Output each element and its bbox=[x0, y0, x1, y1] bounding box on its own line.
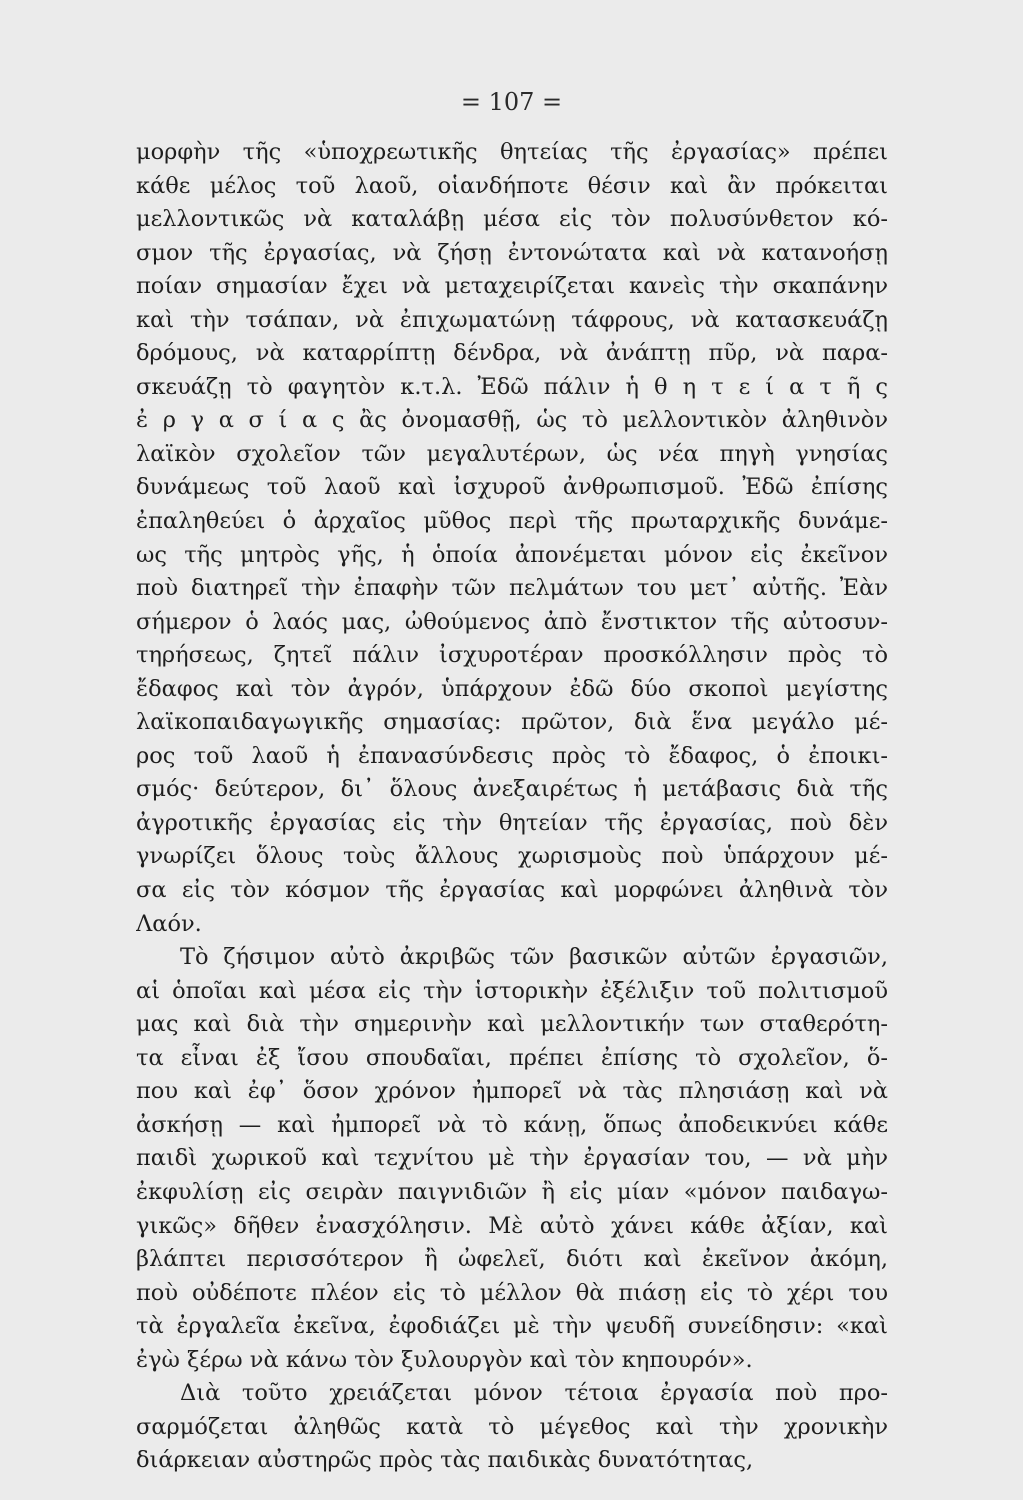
text-line: Διὰ τοῦτο χρειάζεται μόνον τέτοια ἐργασία ποὺ προ- bbox=[180, 1380, 888, 1407]
text-line: ἀγροτικῆς ἐργασίας εἰς τὴν θητείαν τῆς ἐργασίας, ποὺ δὲν bbox=[136, 809, 888, 836]
text-line: σμός· δεύτερον, δι᾽ ὅλους ἀνεξαιρέτως ἡ μετάβασις διὰ τῆς bbox=[136, 776, 888, 803]
text-line: αἱ ὁποῖαι καὶ μέσα εἰς τὴν ἱστορικὴν ἐξέλιξιν τοῦ πολιτισμοῦ bbox=[136, 977, 888, 1004]
text-line: ἐκφυλίσῃ εἰς σειρὰν παιγνιδιῶν ἢ εἰς μίαν «μόνον παιδαγω- bbox=[136, 1178, 888, 1205]
text-line: σα εἰς τὸν κόσμον τῆς ἐργασίας καὶ μορφώνει ἀληθινὰ τὸν bbox=[136, 877, 888, 904]
text-line: που καὶ ἐφ᾽ ὅσον χρόνον ἠμπορεῖ νὰ τὰς πλησιάσῃ καὶ νὰ bbox=[136, 1078, 888, 1105]
text-line: γικῶς» δῆθεν ἐνασχόλησιν. Μὲ αὐτὸ χάνει κάθε ἀξίαν, καὶ bbox=[136, 1212, 888, 1239]
text-line: δυνάμεως τοῦ λαοῦ καὶ ἰσχυροῦ ἀνθρωπισμοῦ. Ἐδῶ ἐπίσης bbox=[136, 474, 888, 501]
text-line: τα εἶναι ἐξ ἴσου σπουδαῖαι, πρέπει ἐπίσης τὸ σχολεῖον, ὅ- bbox=[136, 1044, 888, 1071]
text-line: τηρήσεως, ζητεῖ πάλιν ἰσχυροτέραν προσκόλλησιν πρὸς τὸ bbox=[136, 642, 888, 669]
page-number: = 107 = bbox=[460, 88, 563, 116]
text-line: ἐπαληθεύει ὁ ἀρχαῖος μῦθος περὶ τῆς πρωταρχικῆς δυνάμε- bbox=[136, 508, 888, 535]
text-line: καὶ τὴν τσάπαν, νὰ ἐπιχωματώνῃ τάφρους, νὰ κατασκευάζῃ bbox=[136, 306, 888, 333]
text-line: ἐγὼ ξέρω νὰ κάνω τὸν ξυλουργὸν καὶ τὸν κηπουρόν». bbox=[136, 1346, 753, 1373]
text-line: δρόμους, νὰ καταρρίπτῃ δένδρα, νὰ ἀνάπτῃ πῦρ, νὰ παρα- bbox=[136, 340, 888, 367]
body-text bbox=[136, 136, 888, 1478]
text-line: ἐ ρ γ α σ ί α ς ἂς ὀνομασθῇ, ὡς τὸ μελλοντικὸν ἀληθινὸν bbox=[136, 407, 888, 434]
text-line: μας καὶ διὰ τὴν σημερινὴν καὶ μελλοντικήν των σταθερότη- bbox=[136, 1011, 888, 1038]
text-line: μορφὴν τῆς «ὑποχρεωτικῆς θητείας τῆς ἐργασίας» πρέπει bbox=[136, 139, 888, 165]
text-line: βλάπτει περισσότερον ἢ ὠφελεῖ, διότι καὶ ἐκεῖνον ἀκόμη, bbox=[136, 1246, 888, 1273]
text-line: ποὺ διατηρεῖ τὴν ἐπαφὴν τῶν πελμάτων του μετ᾽ αὐτῆς. Ἐὰν bbox=[136, 575, 888, 602]
text-line: ποίαν σημασίαν ἔχει νὰ μεταχειρίζεται κανεὶς τὴν σκαπάνην bbox=[136, 273, 888, 300]
text-line: λαϊκὸν σχολεῖον τῶν μεγαλυτέρων, ὡς νέα πηγὴ γνησίας bbox=[136, 440, 888, 467]
text-line: διάρκειαν αὐστηρῶς πρὸς τὰς παιδικὰς δυνατότητας, bbox=[136, 1447, 754, 1474]
text-line: σήμερον ὁ λαός μας, ὠθούμενος ἀπὸ ἔνστικτον τῆς αὐτοσυν- bbox=[136, 608, 888, 635]
text-line: ως τῆς μητρὸς γῆς, ἡ ὁποία ἀπονέμεται μόνον εἰς ἐκεῖνον bbox=[136, 541, 888, 568]
text-line: Λαόν. bbox=[136, 910, 202, 937]
text-line: σκευάζῃ τὸ φαγητὸν κ.τ.λ. Ἐδῶ πάλιν ἡ θ η τ ε ί α τ ῆ ς bbox=[136, 373, 888, 400]
text-line: γνωρίζει ὅλους τοὺς ἄλλους χωρισμοὺς ποὺ ὑπάρχουν μέ- bbox=[136, 843, 888, 870]
text-line: κάθε μέλος τοῦ λαοῦ, οἱανδήποτε θέσιν καὶ ἂν πρόκειται bbox=[136, 172, 888, 199]
text-line: μελλοντικῶς νὰ καταλάβῃ μέσα εἰς τὸν πολυσύνθετον κό- bbox=[136, 206, 888, 233]
text-line: ἔδαφος καὶ τὸν ἀγρόν, ὑπάρχουν ἐδῶ δύο σκοποὶ μεγίστης bbox=[136, 675, 888, 702]
text-line: ἀσκήσῃ — καὶ ἠμπορεῖ νὰ τὸ κάνῃ, ὅπως ἀποδεικνύει κάθε bbox=[136, 1111, 888, 1138]
text-line: σαρμόζεται ἀληθῶς κατὰ τὸ μέγεθος καὶ τὴν χρονικὴν bbox=[136, 1413, 888, 1440]
text-line: παιδὶ χωρικοῦ καὶ τεχνίτου μὲ τὴν ἐργασίαν του, — νὰ μὴν bbox=[136, 1145, 888, 1172]
text-line: Τὸ ζήσιμον αὐτὸ ἀκριβῶς τῶν βασικῶν αὐτῶν ἐργασιῶν, bbox=[180, 944, 888, 971]
text-line: ποὺ οὐδέποτε πλέον εἰς τὸ μέλλον θὰ πιάσῃ εἰς τὸ χέρι του bbox=[136, 1279, 888, 1306]
text-line: ρος τοῦ λαοῦ ἡ ἐπανασύνδεσις πρὸς τὸ ἔδαφος, ὁ ἐποικι- bbox=[136, 742, 888, 769]
text-line: σμον τῆς ἐργασίας, νὰ ζήσῃ ἐντονώτατα καὶ νὰ κατανοήσῃ bbox=[136, 239, 888, 266]
text-line: τὰ ἐργαλεῖα ἐκεῖνα, ἐφοδιάζει μὲ τὴν ψευδῆ συνείδησιν: «καὶ bbox=[136, 1313, 888, 1340]
text-line: λαϊκοπαιδαγωγικῆς σημασίας: πρῶτον, διὰ ἕνα μεγάλο μέ- bbox=[136, 709, 888, 736]
